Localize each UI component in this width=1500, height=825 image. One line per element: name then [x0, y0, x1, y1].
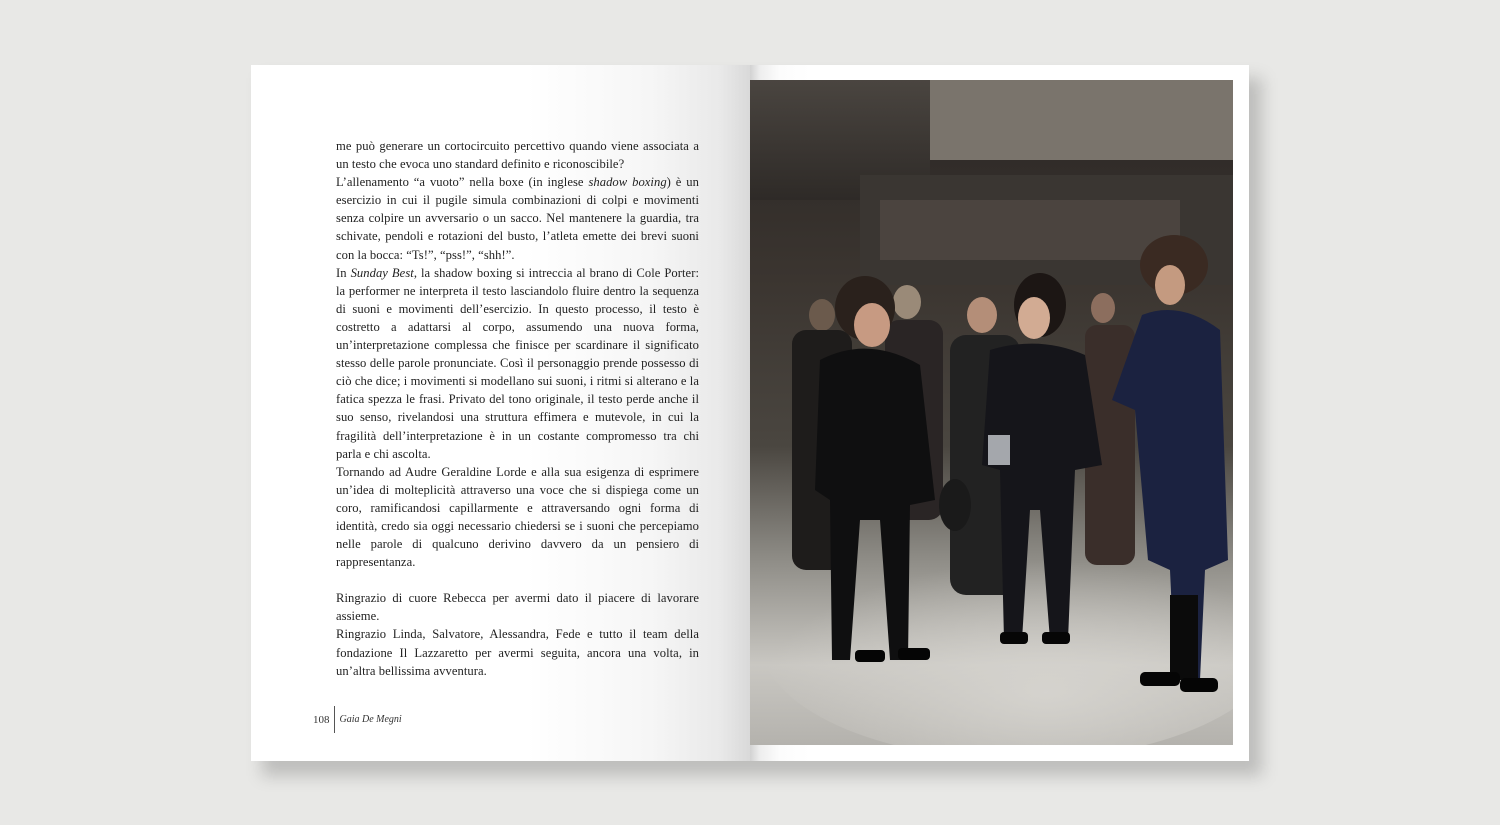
paragraph-1: me può generare un cortocircuito percettivo quando viene associata a un testo che evoca uno standard definito e riconoscibile? — [336, 139, 699, 172]
photo-illustration — [750, 80, 1233, 745]
title-sunday-best: Sunday Best — [350, 265, 414, 280]
paragraph-2: L’allenamento “a vuoto” nella boxe (in inglese shadow boxing) è un esercizio in cui il pugile simula combinazioni di colpi e movimenti senza colpire un avversario o un sacco. Nel mantenere la guardia, tra schivate, pendoli e rotazioni del busto, l’atleta emette dei brevi suoni con la bocca: “Ts!”, “pss!”, “shh!”. — [336, 175, 699, 262]
folio — [313, 706, 402, 733]
open-book — [251, 65, 1249, 761]
paragraph-3: In Sunday Best, la shadow boxing si intreccia al brano di Cole Porter: la performer ne interpreta il testo lasciandolo fluire dentro la sequenza di suoni e movimenti dell’esercizio. In questo processo, il testo è costretto a adattarsi al corpo, assumendo una nuova forma, un’interpretazione complessa che finisce per scardinare il significato stesso delle parole pronunciate. Così il personaggio prende possesso di ciò che dice; i movimenti si modellano sui suoni, i ritmi si alterano e la fatica spezza le frasi. Privato del tono originale, il testo perde anche il suo senso, rivelandosi una struttura effimera e mutevole, in cui la fragilità dell’interpretazione è in un costante compromesso tra chi parla e chi ascolta. — [336, 265, 699, 461]
helmet — [939, 479, 971, 531]
paragraph-6: Ringrazio Linda, Salvatore, Alessandra, Fede e tutto il team della fondazione Il Lazzaretto per avermi seguita, ancora una volta, in un’altra bellissima avventura. — [336, 627, 699, 678]
paragraph-5: Ringrazio di cuore Rebecca per avermi dato il piacere di lavorare assieme. — [336, 591, 699, 624]
page-number: 108 — [313, 713, 330, 726]
left-page — [251, 65, 750, 761]
body-text — [336, 137, 699, 680]
performance-photo — [750, 80, 1233, 745]
ceiling-panel — [930, 80, 1233, 160]
term-shadow-boxing: shadow boxing — [588, 175, 667, 190]
paragraph-4: Tornando ad Audre Geraldine Lorde e alla sua esigenza di esprimere un’idea di molteplicità attraverso una voce che si dispiega come un coro, ramificandosi capillarmente e attraversando ogni forma di identità, credo sia oggi necessario chiedersi se i suoni che percepiamo nelle parole di qualcuno derivino davvero da un pensiero di rappresentanza. — [336, 464, 699, 570]
running-author: Gaia De Megni — [339, 714, 402, 725]
folio-divider — [334, 706, 335, 733]
